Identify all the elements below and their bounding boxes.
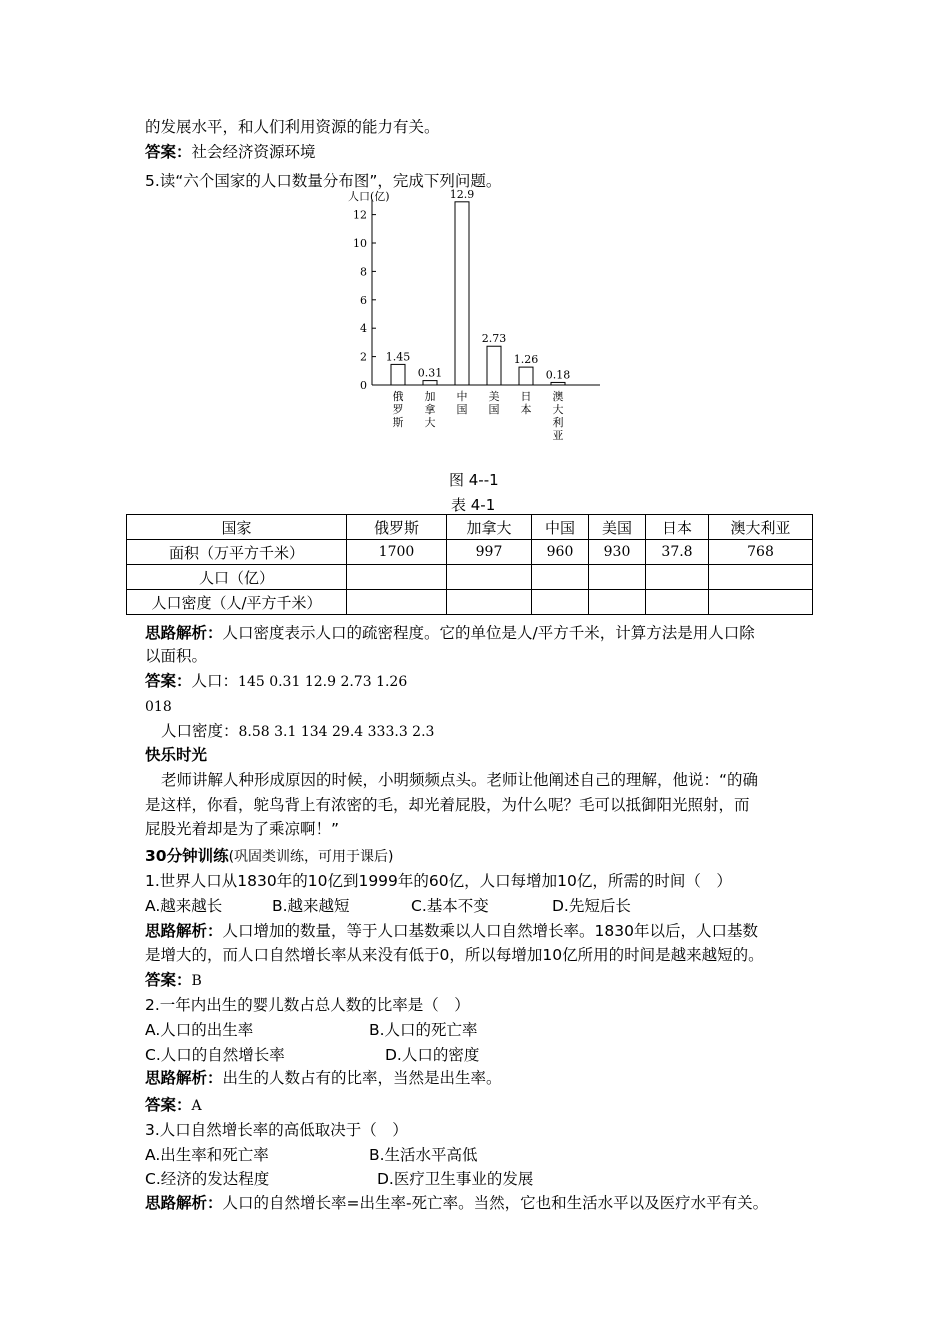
- analysis-label: 思路解析：: [145, 1194, 223, 1212]
- density-values: 8.58 3.1 134 29.4 333.3 2.3: [238, 724, 435, 740]
- table-cell: [589, 565, 646, 590]
- training-header: [145, 845, 394, 868]
- option-d: D.医疗卫生事业的发展: [377, 1170, 534, 1188]
- table-header-cell: 美国: [589, 515, 646, 540]
- table-cell: [347, 565, 447, 590]
- analysis-line: [145, 1067, 502, 1089]
- table-cell: [532, 590, 589, 615]
- table-cell: [447, 590, 532, 615]
- table-cell: 960: [532, 540, 589, 565]
- y-axis-label: 人口(亿): [348, 190, 390, 203]
- table-row: [127, 540, 813, 565]
- table-cell: [347, 590, 447, 615]
- fun-text-line: 老师讲解人种形成原因的时候，小明频频点头。老师让他阐述自己的理解，他说：“的确: [161, 771, 759, 789]
- question-1-stem: 1.世界人口从1830年的10亿到1999年的60亿，人口每增加10亿，所需的时间（ ）: [145, 872, 732, 890]
- analysis-line: [145, 1192, 768, 1214]
- y-tick-label: 6: [360, 293, 367, 307]
- category-label: 加拿大: [424, 390, 436, 429]
- option-b: B.越来越短: [272, 897, 350, 915]
- answer-line: [145, 141, 316, 163]
- table-cell: [447, 565, 532, 590]
- question-2-stem: 2.一年内出生的婴儿数占总人数的比率是（ ）: [145, 996, 470, 1014]
- answer-line: [145, 969, 202, 992]
- y-tick-label: 2: [360, 350, 367, 364]
- fun-section-title: 快乐时光: [145, 746, 208, 764]
- table-cell: 997: [447, 540, 532, 565]
- table-cell: 37.8: [646, 540, 709, 565]
- question-5-prompt: 5.读“六个国家的人口数量分布图”，完成下列问题。: [145, 172, 502, 190]
- option-c: C.经济的发达程度: [145, 1170, 270, 1188]
- question-3-stem: 3.人口自然增长率的高低取决于（ ）: [145, 1121, 408, 1139]
- option-d: D.人口的密度: [385, 1046, 480, 1064]
- analysis-line: [145, 622, 755, 644]
- data-label: 0.31: [417, 366, 443, 380]
- fun-text-line: 是这样，你看，鸵鸟背上有浓密的毛，却光着屁股，为什么呢？毛可以抵御阳光照射，而: [145, 796, 750, 814]
- answer-line: [145, 670, 407, 693]
- answer-line: [145, 1094, 202, 1117]
- training-subtitle: (巩固类训练，可用于课后): [228, 849, 394, 865]
- table-cell: 人口密度（人/平方千米）: [127, 590, 347, 615]
- bar: [551, 382, 565, 385]
- table-row: [127, 590, 813, 615]
- fun-text-line: 屁股光着却是为了乘凉啊！”: [145, 820, 340, 838]
- table-cell: 人口（亿）: [127, 565, 347, 590]
- option-d: D.先短后长: [552, 897, 631, 915]
- training-title: 30分钟训练: [145, 847, 229, 865]
- answer-label: 答案：: [145, 672, 192, 690]
- analysis-label: 思路解析：: [145, 922, 223, 940]
- population-values: 145 0.31 12.9 2.73 1.26: [238, 674, 408, 690]
- category-label: 日本: [520, 390, 532, 416]
- figure-caption: 图 4--1: [449, 471, 499, 489]
- table-cell: [589, 590, 646, 615]
- table-header-cell: 日本: [646, 515, 709, 540]
- bar: [487, 346, 501, 385]
- category-label: 澳大利亚: [552, 390, 564, 442]
- table-cell: 768: [709, 540, 813, 565]
- answer-label: 答案：: [145, 143, 192, 161]
- data-label: 1.26: [513, 353, 539, 367]
- answer-label: 答案：: [145, 971, 192, 989]
- bar: [423, 381, 437, 385]
- table-cell: 面积（万平方千米）: [127, 540, 347, 565]
- analysis-line-2: 是增大的，而人口自然增长率从来没有低于0，所以每增加10亿所用的时间是越来越短的。: [145, 946, 764, 964]
- data-label: 1.45: [385, 350, 411, 364]
- table-cell: [709, 565, 813, 590]
- category-label: 中国: [456, 390, 468, 416]
- table-cell: [709, 590, 813, 615]
- table-cell: 930: [589, 540, 646, 565]
- table-header-cell: 加拿大: [447, 515, 532, 540]
- table-header-row: [127, 515, 813, 540]
- y-tick-label: 4: [360, 322, 367, 336]
- option-b: B.生活水平高低: [369, 1146, 478, 1164]
- y-tick-label: 12: [353, 208, 367, 222]
- bar: [519, 367, 533, 385]
- y-tick-label: 10: [353, 237, 367, 250]
- data-label: 0.18: [545, 368, 571, 382]
- analysis-label: 思路解析：: [145, 624, 223, 642]
- text-line: 的发展水平，和人们利用资源的能力有关。: [145, 118, 440, 136]
- category-label: 俄罗斯: [392, 390, 404, 429]
- category-label: 美国: [488, 390, 500, 416]
- table-header-cell: 国家: [127, 515, 347, 540]
- table-caption: 表 4-1: [451, 496, 496, 514]
- table-header-cell: 中国: [532, 515, 589, 540]
- answer-text: A: [191, 1098, 202, 1114]
- table-cell: [532, 565, 589, 590]
- data-label: 12.9: [449, 187, 475, 201]
- option-a: A.出生率和死亡率: [145, 1146, 269, 1164]
- population-bar-chart: [330, 185, 620, 445]
- data-label: 2.73: [481, 332, 507, 346]
- option-c: C.基本不变: [411, 897, 489, 915]
- table-cell: 1700: [347, 540, 447, 565]
- option-b: B.人口的死亡率: [369, 1021, 478, 1039]
- population-values-cont: 018: [145, 699, 172, 715]
- analysis-label: 思路解析：: [145, 1069, 223, 1087]
- analysis-text: 出生的人数占有的比率，当然是出生率。: [222, 1069, 502, 1087]
- analysis-text: 人口的自然增长率=出生率-死亡率。当然，它也和生活水平以及医疗水平有关。: [222, 1194, 769, 1212]
- bar: [391, 364, 405, 385]
- y-tick-label: 8: [360, 265, 367, 279]
- analysis-text: 人口增加的数量，等于人口基数乘以人口自然增长率。1830年以后，人口基数: [222, 922, 758, 940]
- table-row: [127, 565, 813, 590]
- option-a: A.越来越长: [145, 897, 223, 915]
- table-cell: [646, 590, 709, 615]
- population-label: 人口：: [191, 672, 239, 690]
- answer-text: B: [191, 973, 202, 989]
- answer-label: 答案：: [145, 1096, 192, 1114]
- analysis-text: 人口密度表示人口的疏密程度。它的单位是人/平方千米，计算方法是用人口除: [222, 624, 755, 642]
- option-c: C.人口的自然增长率: [145, 1046, 285, 1064]
- table-header-cell: 俄罗斯: [347, 515, 447, 540]
- option-a: A.人口的出生率: [145, 1021, 254, 1039]
- analysis-line-2: 以面积。: [145, 647, 208, 665]
- answer-text: 社会经济资源环境: [191, 143, 316, 161]
- country-data-table: [126, 514, 813, 615]
- y-tick-label: 0: [360, 379, 367, 392]
- density-label: 人口密度：: [161, 722, 239, 740]
- density-line: [161, 720, 434, 743]
- table-cell: [646, 565, 709, 590]
- bar: [455, 202, 469, 385]
- analysis-line: [145, 920, 758, 942]
- table-header-cell: 澳大利亚: [709, 515, 813, 540]
